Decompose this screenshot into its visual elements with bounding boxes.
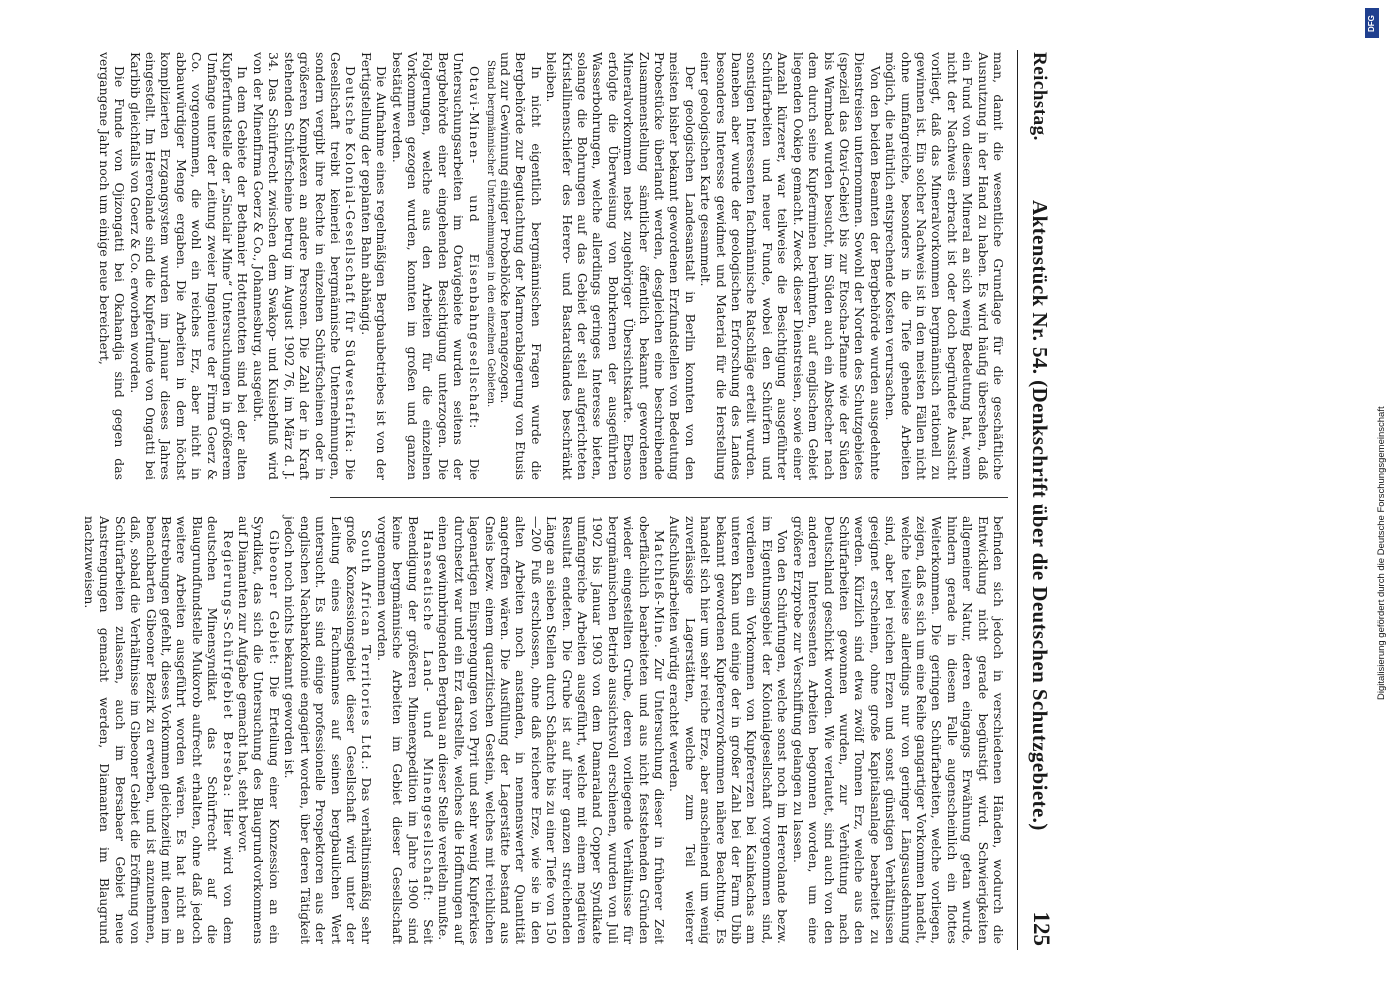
paragraph-text: Der geologischen Landesanstalt in Berlin konnten von den meisten bisher bekannt gewordenen Erzfundstellen von Bedeutung Probestücke überlandt werden, desgleichen eine beschreibende Zusammenstellung sämtlicher öffentlich bekannt gewordenen Mineralvorkommen nebst zugehöriger Übersichtskarte. Ebenso erfolgte die Überweisung von Bohrkernen der ausgeführten Wasserbohrungen, welche allerdings geringes Interesse bieten, solange die Bohrungen auf das Gebiet der steil aufgerichteten Kristallinenschiefer des Herero- und Bastardslandes beschränkt bleiben. [544,52,698,480]
paragraph-text: Die Untersuchungsarbeiten im Otavigebiete wurden seitens der Bergbehörde einer eingehenden Besichtigung unterzogen. Die Folgerungen, welche aus den Arbeiten für die einzelnen Vorkommen gezogen wurden, konnten im großen und ganzen bestätigt werden. [389,52,482,481]
dfg-logo: DFG [1365,8,1379,38]
paragraph-text: befinden sich jedoch in verschiedenen Händen, wodurch die Entwicklung nicht gerade begünstigt wird. Schwierigkeiten allgemeiner Natur, deren eingangs Erwähnung getan wurde, hindern gerade in diesem Falle augenscheinlich ein flottes Weiterkommen. Die geringen Schürfarbeiten, welche vorliegen, zeigen, daß es sich um eine Reihe gangartiger Vorkommen handelt, welche teilweise allerdings nur von geringer Längsausdehnung sind, aber bei reichen Erzen und sonst günstigen Verhältnissen geeignet erscheinen, ohne große Kapitalsanlage bearbeitet zu werden. Kürzlich sind etwa zwölf Tonnen Erz, welche aus den Schürfarbeiten gewonnen wurden, zur Verhüttung nach Deutschland geschickt worden. Wie verlautet, sind auch von den anderen Interessenten Arbeiten begonnen worden, um eine größere Erzprobe zur Verschiffung gelangen zu lassen. [790,516,1006,944]
section-lead: Regierungs-Schürfgebiet Berseba: [220,530,236,798]
page-number: 125 [1029,911,1054,946]
header-reichstag: Reichstag. [1029,52,1050,141]
page-header [1017,50,1056,950]
paragraph-text: In nicht eigentlich bergmännischen Fragen wurde die Bergbehörde zur Begutachtung der Marmorablagerung von Etusis und zur Gewinnung einiger Probeblöcke herangezogen. [498,52,544,480]
paragraph [251,52,359,480]
text-column-right [82,516,1006,945]
paragraph-text: Von den beiden Beamten der Bergbehörde wurden ausgedehnte Dienstreisen unternommen. Sowohl der Norden des Schutzgebietes (speziell das Otavi-Gebiet) bis zur Etoscha-Pfanne wie der Süden bis Warmbad wurden besucht, im Süden auch ein Abstecher nach dem durch seine Kupferminen berühmten, auf englischem Gebiet liegenden Ookiep gemacht. Zweck dieser Dienstreisen, sowie einer Anzahl kürzerer, war teilweise die Besichtigung ausgeführter Schürfarbeiten und neuer Funde, wobei den Schürfern und sonstigen Interessenten fachmännische Ratschläge erteilt wurden. Daneben aber wurde der geologischen Erforschung des Landes besonderes Interesse gewidmet und Material für die Herstellung einer geologischen Karte gesammelt. [698,52,883,480]
paragraph [790,516,1006,944]
section-lead: South African Territories Ltd.: [359,530,375,772]
paragraph [358,52,389,480]
text-column-left [96,52,1006,481]
paragraph-text: Hier wird von dem deutschen Minensyndikat das Schürfrecht auf die Blaugrundfundstelle Mukorob aufrecht erhalten, ohne daß jedoch weitere Arbeiten ausgeführt worden wären. Es hat nicht an Bestrebungen gefehlt, dieses Vorkommen gleichzeitig mit denen im benachbarten Gibeoner Bezirk zu erwerben, und ist anzunehmen, daß, sobald die Verhältnisse im Gibeoner Gebiet die Eröffnung von Schürfarbeiten zulassen, auch im Bersabaer Gebiet neue Anstrengungen gemacht werden, Diamanten im Blaugrund nachzuweisen. [82,516,236,945]
paragraph [127,52,250,480]
paragraph-text: Die Aufnahme eines regelmäßigen Bergbaubetriebes ist von der Fertigstellung der geplanten Bahn abhängig. [358,52,390,480]
paragraph-text: Die Funde von Ojizongatti bei Okahandja sind gegen das vergangene Jahr noch um einige neue bereichert, [96,52,128,480]
paragraph [236,516,282,944]
paragraph [374,516,436,944]
header-title: Aktenstück Nr. 54. (Denkschrift über die Deutschen Schutzgebiete.) [1028,200,1052,831]
paragraph [96,52,127,480]
paragraph-text: man, damit die wesentliche Grundlage für die geschäftliche Ausnutzung in der Hand zu haben. Es wird häufig übersehen, daß ein Fund von diesem Mineral an sich wenig Bedeutung hat, wenn nicht der Nachweis erbracht ist oder doch begründete Aussicht vorliegt, daß das Mineralvorkommen bergmännisch rationell zu gewinnen ist. Ein solcher Nachweis ist in den meisten Fällen nicht ohne umfangreiche, besonders in die Tiefe gehende Arbeiten möglich, die natürlich entsprechende Kosten verursachen. [883,52,1006,480]
paragraph [698,52,883,480]
paragraph [389,52,481,480]
paragraph-text: Von den Schürfungen, welche sonst noch im Hererolande bezw. im Eigentumsgebiet der Kolonialgesellschaft vorgenommen sind, verdienen ein Vorkommen von Kupfererzen bei Kainkachas am unteren Khan und einige der in großer Zahl bei der Farm Ubib bekannt gewordenen Kupfererzvorkommen nähere Beachtung. Es handelt sich hier um sehr reiche Erze, aber anscheinend um wenig zuverlässige Lagerstätten, welche zum Teil weiterer Aufschlußarbeiten würdig erachtet werden. [667,516,791,944]
paragraph [667,516,790,944]
paragraph-text: Zur Untersuchung dieser in früherer Zeit oberflächlich bearbeiteten und aus nicht feststehenden Gründen wieder eingestellten Grube, deren vorliegende Verhältnisse für bergmännischen Betrieb aussichtsvoll erschienen, wurden von Juli 1902 bis Januar 1903 von dem Damaraland Copper Syndikate umfangreiche Arbeiten ausgeführt, welche mit einem negativen Resultat endeten. Die Grube ist auf ihrer ganzen streichenden Länge an sieben Stellen durch Schächte bis zu einer Tiefe von 150—200 Fuß erschlossen, ohne daß reichere Erze, wie sie in den alten Arbeiten noch anstanden, in nennenswerter Quantität angetroffen wären. Die Ausfüllung der Lagerstätte bestand aus Gneis bezw. einem quarzitischen Gestein, welches mit reichlichen lagenartigen Einsprengungen von Pyrit und sehr wenig Kupferkies durchsetzt war und ein Erz darstellte, welches die Hoffnungen auf einen gewinnbringenden Bergbau an dieser Stelle vereiteln mußte. [436,516,668,944]
column-divider [330,497,1008,498]
document-page [82,50,1056,950]
section-lead: Hanseatische Land- und Minengesellschaft: [420,530,436,903]
paragraph-text: Seit Beendigung der größeren Minenexpedition im Jahre 1900 sind keine bergmännische Arbeiten im Gebiet dieser Gesellschaft vorgenommen worden. [374,516,436,944]
subheading: Stand bergmännischer Unternehmungen in den einzelnen Gebieten. [484,60,496,408]
paragraph [436,516,667,944]
section-lead: Deutsche Kolonial-Gesellschaft für Südwestafrika: [343,66,359,454]
paragraph [544,52,698,480]
digitization-notice: Digitalisierung gefördert durch die Deutsche Forschungsgemeinschaft [1376,406,1387,700]
paragraph [82,516,236,944]
section-lead: Gibeoner Gebiet: [266,530,282,666]
paragraph-text: Die Erteilung einer Konzession an ein Syndikat, das sich die Untersuchung des Blaugrundvorkommens auf Diamanten zur Aufgabe gemacht hat, steht bevor. [236,516,282,944]
paragraph-text: Die Gesellschaft treibt keinerlei bergmännische Unternehmungen, sondern vergibt ihre Rechte in einzelnen Schürfscheinen oder in größeren Komplexen an andere Personen. Die Zahl der in Kraft stehenden Schürfscheine betrug im August 1902 76, im März d. J. 34. Das Schürfrecht zwischen dem Swakop- und Kuisebfluß wird von der Minenfirma Goerz & Co., Johannesburg, ausgeübt. [250,52,359,480]
section-lead: Otavi-Minen- und Eisenbahngesellschaft: [466,66,482,430]
paragraph [498,52,544,480]
paragraph-text: In dem Gebiete der Bethanier Hottentotten sind bei der alten Kupferfundstelle der „Sinclair Mine“ Untersuchungen in größerem Umfange unter der Leitung zweier Ingenieure der Firma Goerz & Co. vorgenommen, die wohl ein reiches Erz, aber nicht in abbauwürdiger Menge ergaben. Die Arbeiten in dem höchst komplizierten Erzgangsystem wurden im Januar dieses Jahres eingestellt. Im Hererolande sind die Kupferfunde von Ongatti bei Karibib gleichfalls von Goerz & Co. erworben worden. [127,52,251,480]
section-lead: Matchleß-Mine. [652,530,668,650]
paragraph-text: Das verhältnismäßig sehr große Konzessionsgebiet dieser Gesellschaft wird unter der Leitung eines Fachmannes auf seinen bergbaulichen Wert untersucht. Es sind einige professionelle Prospektoren aus der englischen Nachbarkolonie engagiert worden, über deren Tätigkeit jedoch noch nichts bekannt geworden ist. [282,516,375,944]
paragraph [282,516,374,944]
paragraph [883,52,1006,480]
